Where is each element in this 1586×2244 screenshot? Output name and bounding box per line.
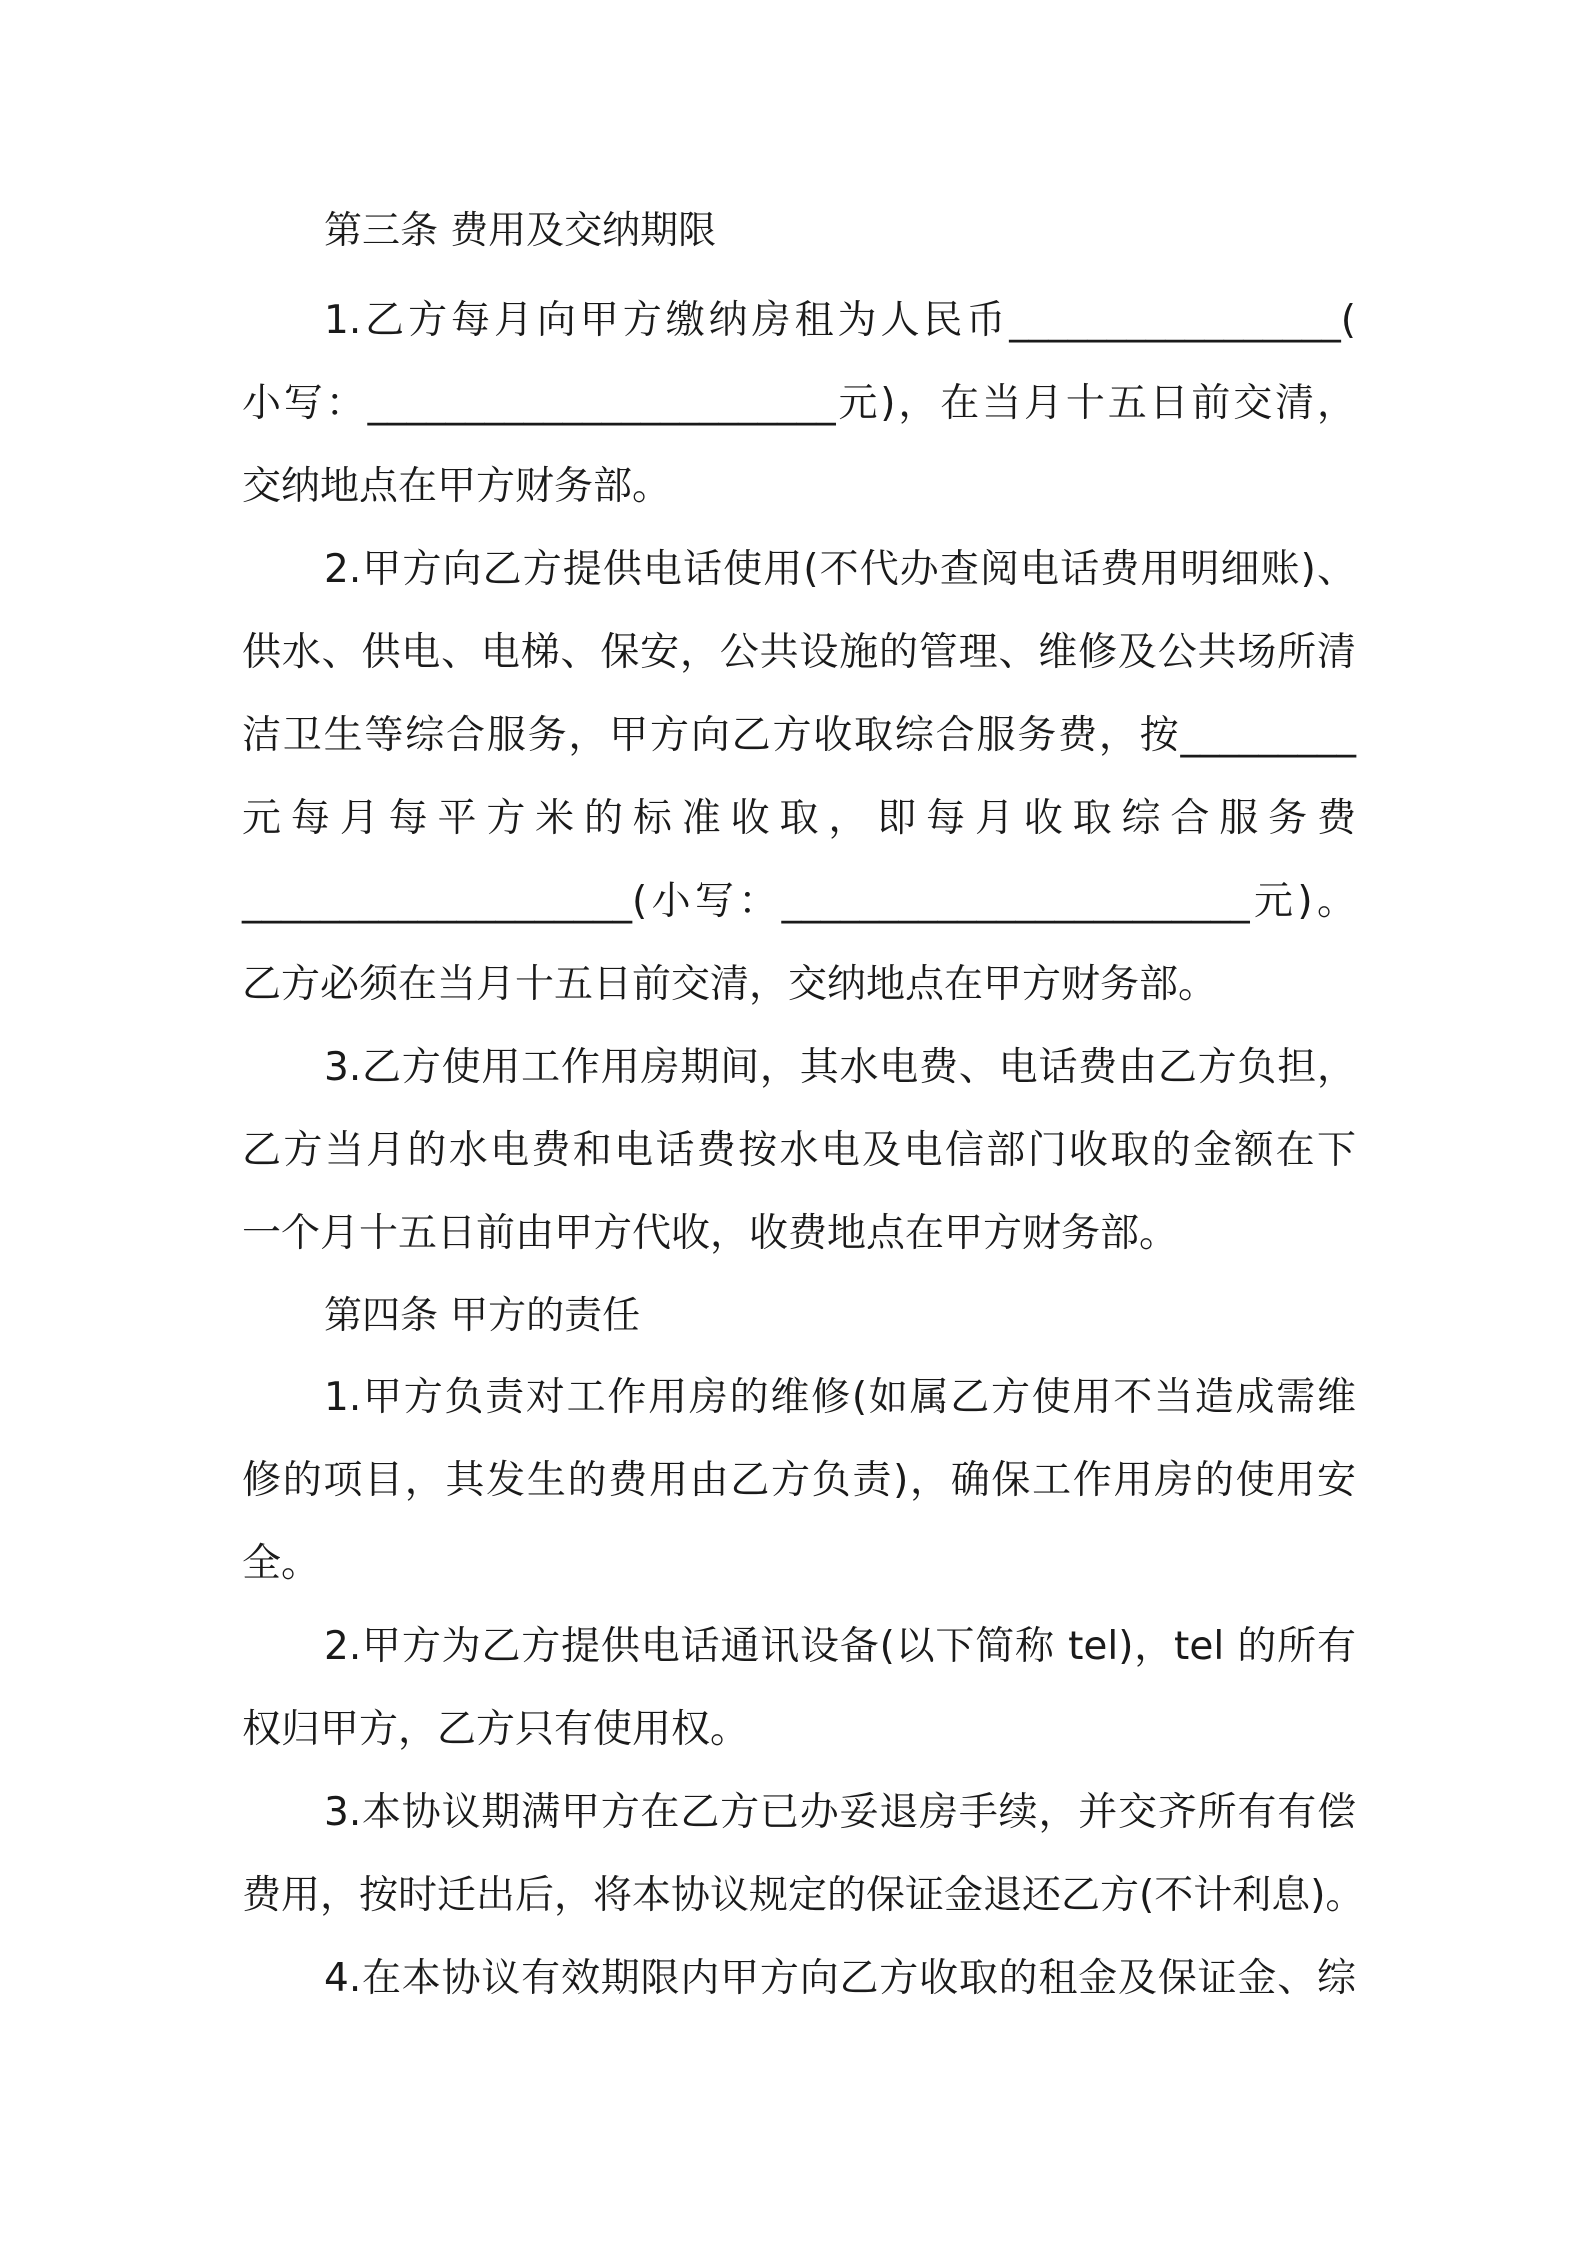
paragraph-line: 乙方当月的水电费和电话费按水电及电信部门收取的金额在下 [242,1128,1356,1173]
paragraph-line: 修的项目，其发生的费用由乙方负责)，确保工作用房的使用安 [242,1458,1356,1503]
paragraph-line: 全。 [242,1541,321,1586]
paragraph-line: 交纳地点在甲方财务部。 [242,464,672,509]
section-heading-article-3: 第三条 费用及交纳期限 [324,208,717,252]
paragraph-line: 元每月每平方米的标准收取，即每月收取综合服务费 [242,796,1356,841]
paragraph-line: 洁卫生等综合服务，甲方向乙方收取综合服务费，按_________ [242,713,1356,758]
paragraph-line: 供水、供电、电梯、保安，公共设施的管理、维修及公共场所清 [242,630,1356,675]
paragraph-line: 1.甲方负责对工作用房的维修(如属乙方使用不当造成需维 [324,1375,1356,1420]
section-heading-article-4: 第四条 甲方的责任 [324,1293,641,1337]
paragraph-line: 费用，按时迁出后，将本协议规定的保证金退还乙方(不计利息)。 [242,1873,1365,1918]
paragraph-line: 2.甲方为乙方提供电话通讯设备(以下简称 tel)，tel 的所有 [324,1624,1356,1669]
paragraph-line: 乙方必须在当月十五日前交清，交纳地点在甲方财务部。 [242,962,1218,1007]
paragraph-line: 3.本协议期满甲方在乙方已办妥退房手续，并交齐所有有偿 [324,1790,1356,1835]
paragraph-line: 小写：________________________元)，在当月十五日前交清， [242,381,1356,426]
paragraph-line: 权归甲方，乙方只有使用权。 [242,1707,750,1752]
paragraph-line: ____________________(小写：________________________元)。 [242,879,1356,924]
paragraph-line: 3.乙方使用工作用房期间，其水电费、电话费由乙方负担， [324,1045,1356,1090]
paragraph-line: 一个月十五日前由甲方代收，收费地点在甲方财务部。 [242,1211,1179,1256]
paragraph-line: 1.乙方每月向甲方缴纳房租为人民币_________________( [324,298,1356,343]
paragraph-line: 2.甲方向乙方提供电话使用(不代办查阅电话费用明细账)、 [324,547,1356,592]
paragraph-line: 4.在本协议有效期限内甲方向乙方收取的租金及保证金、综 [324,1956,1356,2001]
